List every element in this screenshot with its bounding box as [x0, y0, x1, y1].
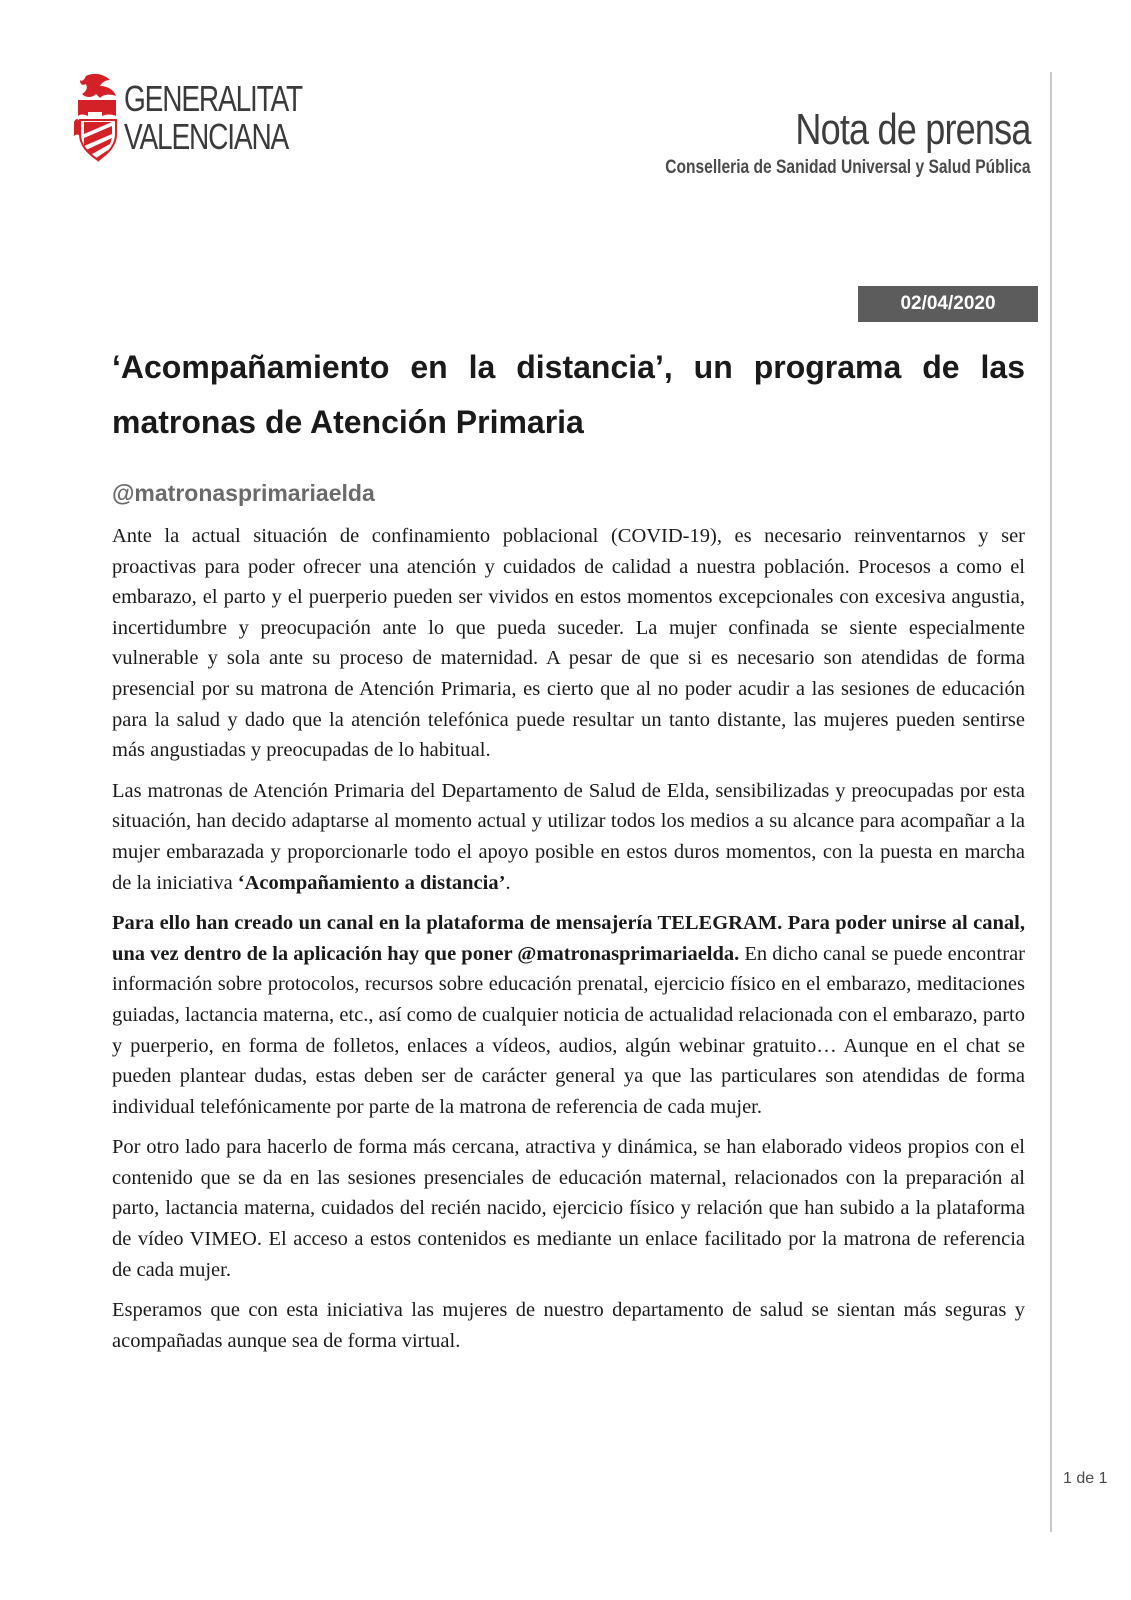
telegram-handle: @matronasprimariaelda	[112, 480, 375, 506]
press-header	[585, 106, 1031, 180]
paragraph-2-end: .	[505, 871, 511, 894]
initiative-name: ‘Acompañamiento a distancia’	[237, 871, 506, 894]
paragraph-2	[112, 776, 1025, 898]
paragraph-5: Esperamos que con esta iniciativa las mujeres de nuestro departamento de salud se sientan más seguras y acompañadas aunque sea de forma virtual.	[112, 1299, 1025, 1352]
right-margin-rule	[1050, 72, 1052, 1532]
logo-line-1: GENERALITAT	[124, 78, 303, 119]
paragraph-1: Ante la actual situación de confinamiento poblacional (COVID-19), es necesario reinventarnos y ser proactivas para poder ofrecer una atención y cuidados de calidad a nuestra población. Procesos a como el embarazo, el parto y el puerperio pueden ser vividos en estos momentos excepcionales con excesiva angustia, incertidumbre y preocupación ante lo que pueda suceder. La mujer confinada se siente especialmente vulnerable y sola ante su proceso de maternidad. A pesar de que si es necesario son atendidas de forma presencial por su matrona de Atención Primaria, es cierto que al no poder acudir a las sesiones de educación para la salud y dado que la atención telefónica puede resultar un tanto distante, las mujeres pueden sentirse más angustiadas y preocupadas de lo habitual.	[112, 525, 1025, 762]
paragraph-3-bold: Para ello han creado un canal en la plataforma de mensajería TELEGRAM. Para poder unirse al canal, una vez dentro de la aplicación hay que poner @matronasprimariaelda.	[112, 912, 1025, 965]
paragraph-4: Por otro lado para hacerlo de forma más cercana, atractiva y dinámica, se han elaborado videos propios con el contenido que se da en las sesiones presenciales de educación maternal, relacionados con la preparación al parto, lactancia materna, cuidados del recién nacido, ejercicio físico y relación que han subido a la plataforma de vídeo VIMEO. El acceso a estos contenidos es mediante un enlace facilitado por la matrona de referencia de cada mujer.	[112, 1136, 1025, 1281]
press-title: Nota de prensa	[795, 105, 1031, 154]
date-badge: 02/04/2020	[858, 286, 1038, 322]
logo-line-2: VALENCIANA	[124, 116, 289, 157]
paragraph-3-text: En dicho canal se puede encontrar información sobre protocolos, recursos sobre educación prenatal, ejercicio físico en el embarazo, meditaciones guiadas, lactancia materna, etc., así como de cualquier noticia de actualidad relacionada con el embarazo, parto y puerperio, en forma de folletos, enlaces a vídeos, audios, algún webinar gratuito… Aunque en el chat se pueden plantear dudas, estas deben ser de carácter general ya que las particulares son atendidas de forma individual telefónicamente por parte de la matrona de referencia de cada mujer.	[112, 942, 1025, 1118]
generalitat-logo	[72, 72, 302, 172]
press-subtitle: Conselleria de Sanidad Universal y Salud Pública	[665, 157, 1031, 178]
generalitat-coat-of-arms-icon	[72, 72, 124, 172]
headline: ‘Acompañamiento en la distancia’, un programa de las matronas de Atención Primaria	[112, 349, 1025, 440]
article-body	[112, 521, 1025, 1366]
page-number: 1 de 1	[1063, 1470, 1108, 1487]
paragraph-2-text: Las matronas de Atención Primaria del Departamento de Salud de Elda, sensibilizadas y preocupadas por esta situación, han decido adaptarse al momento actual y utilizar todos los medios a su alcance para acompañar a la mujer embarazada y proporcionarle todo el apoyo posible en estos duros momentos, con la puesta en marcha de la iniciativa	[112, 779, 1025, 894]
paragraph-3	[112, 908, 1025, 1122]
